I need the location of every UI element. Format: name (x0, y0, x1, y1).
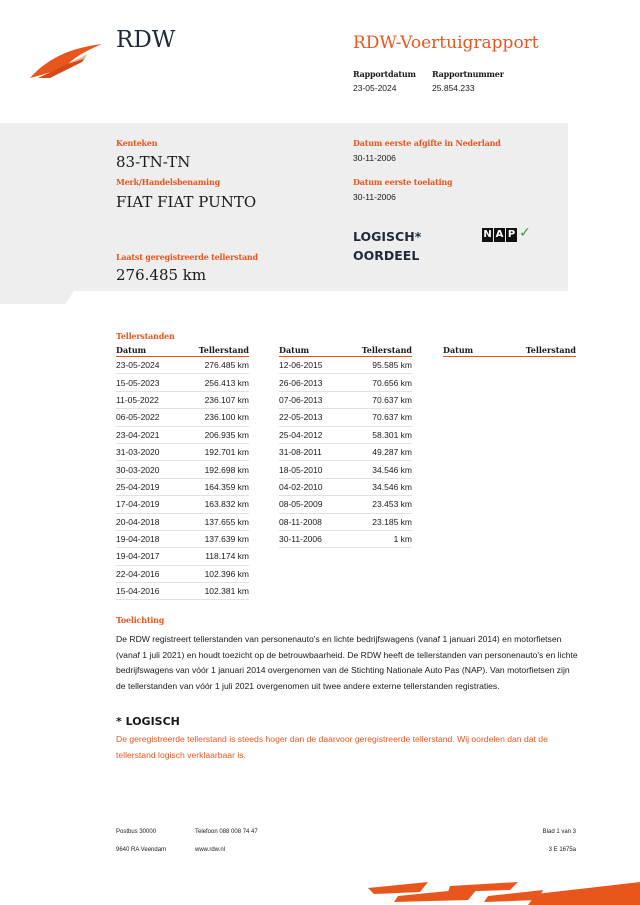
reading-row (116, 443, 249, 460)
reading-date: 30-03-2020 (116, 461, 178, 478)
reading-date: 23-04-2021 (116, 426, 178, 443)
reading-row (279, 426, 412, 443)
reading-value: 95.585 km (341, 357, 412, 374)
reading-value: 70.656 km (341, 374, 412, 391)
footer-code: 3 E 1675a (548, 847, 576, 853)
reading-value: 58.301 km (341, 426, 412, 443)
reading-date: 15-05-2023 (116, 374, 178, 391)
reading-row (116, 409, 249, 426)
reading-value: 236.100 km (178, 409, 249, 426)
nap-logo-icon (482, 224, 538, 240)
reading-value: 70.637 km (341, 409, 412, 426)
make-label: Merk/Handelsbenaming (116, 177, 221, 187)
reading-row (116, 496, 249, 513)
first-nl-label: Datum eerste afgifte in Nederland (353, 138, 501, 148)
reading-date: 26-06-2013 (279, 374, 341, 391)
reading-row (279, 478, 412, 495)
reading-date: 20-04-2018 (116, 513, 178, 530)
reading-row (116, 548, 249, 565)
verdict-line1: LOGISCH* (353, 229, 422, 244)
col-reading-header: Tellerstand (178, 345, 249, 357)
reading-value: 34.546 km (341, 461, 412, 478)
readings-section-label: Tellerstanden (116, 331, 175, 341)
reading-value: 23.453 km (341, 496, 412, 513)
reading-row (116, 583, 249, 600)
readings-table-1 (116, 345, 249, 600)
col-reading-header: Tellerstand (341, 345, 412, 357)
check-icon: ✓ (519, 225, 531, 241)
footer-web[interactable]: www.rdw.nl (195, 847, 226, 853)
brand-name: RDW (116, 27, 176, 53)
reading-value: 70.637 km (341, 391, 412, 408)
nap-letter-a: A (495, 229, 504, 240)
reading-value: 23.185 km (341, 513, 412, 530)
explanation-body: De RDW registreert tellerstanden van personenauto's en lichte bedrijfswagens (vanaf 1 januari 2014) en motorfietsen (vanaf 1 juli 2021) en houdt toezicht op de betrouwbaarheid. De RDW heeft de tellerstanden van personenauto's en lichte bedrijfswagens van vóór 1 januari 2014 overgenomen van de Stichting Nationale Auto Pas (NAP). Van motorfietsen zijn de tellerstanden van vóór 1 juli 2021 overgenomen uit twee andere externe tellerstanden registraties. (116, 634, 578, 691)
reading-value: 102.396 km (178, 565, 249, 582)
reading-value: 49.287 km (341, 443, 412, 460)
col-date-header: Datum (116, 345, 178, 357)
reading-row (116, 374, 249, 391)
reading-value: 137.639 km (178, 530, 249, 547)
col-reading-header: Tellerstand (493, 345, 576, 357)
report-date-label: Rapportdatum (353, 69, 416, 79)
reading-row (116, 478, 249, 495)
reading-row (116, 565, 249, 582)
reading-row (279, 443, 412, 460)
verdict (353, 227, 421, 265)
reading-row (116, 513, 249, 530)
footer-postbus: Postbus 30000 (116, 829, 157, 835)
reading-date: 19-04-2017 (116, 548, 178, 565)
reading-date: 11-05-2022 (116, 391, 178, 408)
reading-row (279, 357, 412, 374)
footer-page: Blad 1 van 3 (542, 829, 576, 835)
reading-row (279, 374, 412, 391)
plate-value: 83-TN-TN (116, 153, 191, 171)
footer-phone: Telefoon 088 008 74 47 (195, 829, 258, 835)
logisch-heading: * LOGISCH (116, 715, 180, 728)
reading-date: 31-08-2011 (279, 443, 341, 460)
reading-value: 256.413 km (178, 374, 249, 391)
readings-table-2 (279, 345, 412, 548)
reading-value: 137.655 km (178, 513, 249, 530)
report-number: 25.854.233 (432, 83, 475, 93)
nap-letter-p: P (507, 229, 516, 240)
reading-date: 31-03-2020 (116, 443, 178, 460)
reading-row (279, 530, 412, 547)
explanation-label: Toelichting (116, 615, 165, 625)
reading-date: 04-02-2010 (279, 478, 341, 495)
reading-date: 15-04-2016 (116, 583, 178, 600)
reading-row (116, 426, 249, 443)
reading-date: 19-04-2018 (116, 530, 178, 547)
verdict-line2: OORDEEL (353, 248, 420, 263)
reading-date: 30-11-2006 (279, 530, 341, 547)
report-date: 23-05-2024 (353, 83, 397, 93)
make-value: FIAT FIAT PUNTO (116, 193, 257, 211)
reading-value: 206.935 km (178, 426, 249, 443)
reading-date: 22-05-2013 (279, 409, 341, 426)
reading-date: 25-04-2012 (279, 426, 341, 443)
reading-date: 12-06-2015 (279, 357, 341, 374)
reading-date: 08-05-2009 (279, 496, 341, 513)
footer-city: 9640 RA Veendam (116, 847, 167, 853)
reading-row (279, 391, 412, 408)
reading-date: 06-05-2022 (116, 409, 178, 426)
reading-date: 07-06-2013 (279, 391, 341, 408)
reading-row (279, 461, 412, 478)
plate-label: Kenteken (116, 138, 158, 148)
reading-date: 23-05-2024 (116, 357, 178, 374)
reading-value: 102.381 km (178, 583, 249, 600)
footer-stripes-icon (368, 880, 640, 905)
reading-date: 25-04-2019 (116, 478, 178, 495)
reading-date: 17-04-2019 (116, 496, 178, 513)
first-admission-label: Datum eerste toelating (353, 177, 453, 187)
reading-row (116, 391, 249, 408)
reading-row (279, 513, 412, 530)
reading-value: 192.701 km (178, 443, 249, 460)
reading-value: 236.107 km (178, 391, 249, 408)
reading-row (279, 496, 412, 513)
report-number-label: Rapportnummer (432, 69, 504, 79)
vehicle-summary-panel (0, 123, 568, 291)
reading-value: 276.485 km (178, 357, 249, 374)
col-date-header: Datum (443, 345, 493, 357)
reading-row (116, 357, 249, 374)
first-admission-value: 30-11-2006 (353, 192, 396, 202)
panel-tail (0, 291, 74, 304)
reading-row (116, 461, 249, 478)
report-title: RDW-Voertuigrapport (353, 33, 539, 53)
reading-date: 18-05-2010 (279, 461, 341, 478)
reading-value: 34.546 km (341, 478, 412, 495)
reading-value: 1 km (341, 530, 412, 547)
reading-value: 118.174 km (178, 548, 249, 565)
first-nl-value: 30-11-2006 (353, 153, 396, 163)
logisch-body: De geregistreerde tellerstand is steeds hoger dan de daarvoor geregistreerde tellerstand. Wij oordelen dan dat de tellerstand logisch verklaarbaar is. (116, 734, 548, 760)
reading-value: 163.832 km (178, 496, 249, 513)
reading-row (279, 409, 412, 426)
reading-value: 164.359 km (178, 478, 249, 495)
reading-row (116, 530, 249, 547)
reading-date: 22-04-2016 (116, 565, 178, 582)
readings-table-3 (443, 345, 576, 357)
reading-value: 192.698 km (178, 461, 249, 478)
last-reading-value: 276.485 km (116, 266, 207, 284)
col-date-header: Datum (279, 345, 341, 357)
nap-letter-n: N (483, 229, 492, 240)
last-reading-label: Laatst geregistreerde tellerstand (116, 252, 258, 262)
rdw-logo-icon (28, 40, 106, 82)
reading-date: 08-11-2008 (279, 513, 341, 530)
